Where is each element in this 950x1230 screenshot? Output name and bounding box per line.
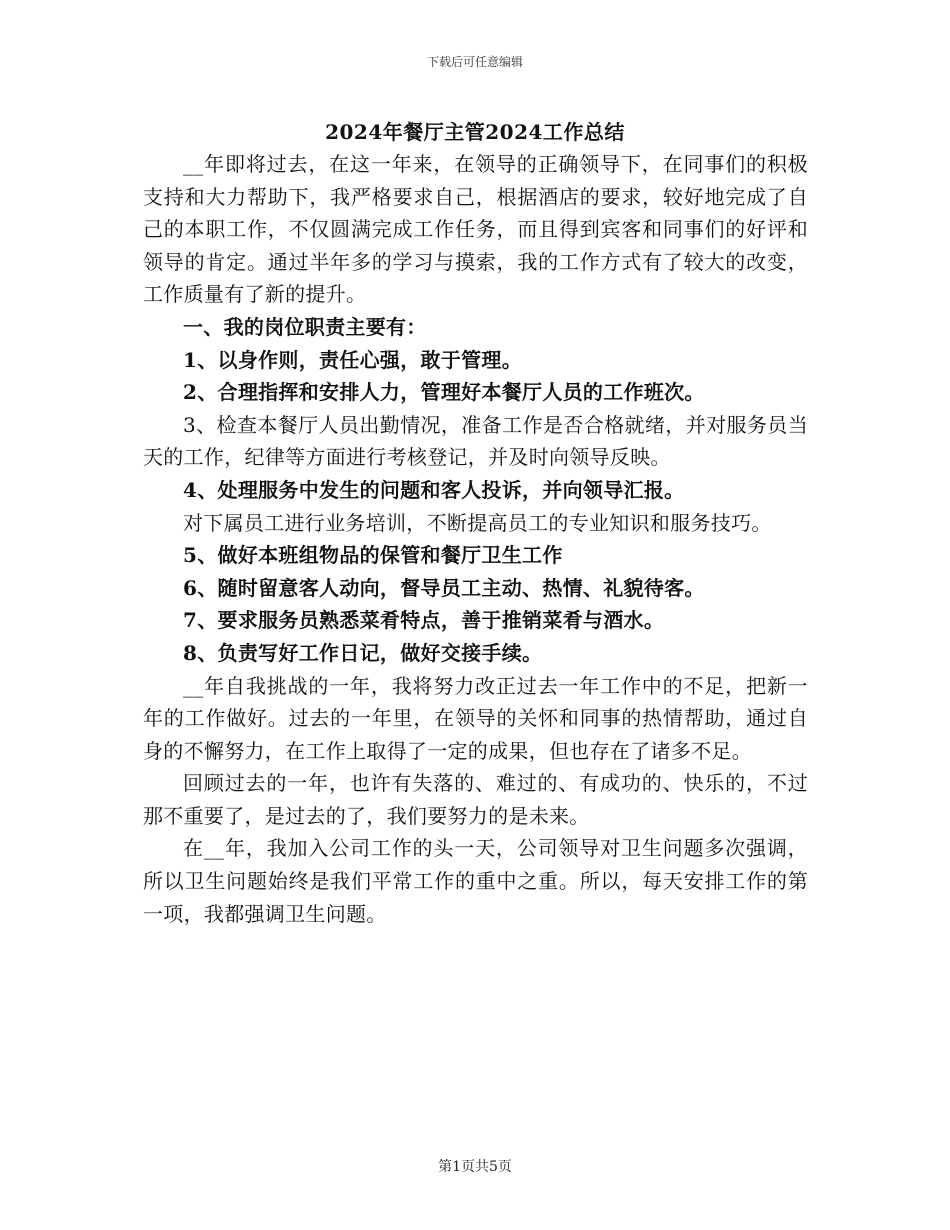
- list-item: 3、检查本餐厅人员出勤情况，准备工作是否合格就绪，并对服务员当天的工作，纪律等方面进行考核登记，并及时向领导反映。: [143, 412, 808, 470]
- document-body: [143, 148, 808, 930]
- paragraph: __年即将过去，在这一年来，在领导的正确领导下，在同事们的积极支持和大力帮助下，我严格要求自己，根据酒店的要求，较好地完成了自己的本职工作，不仅圆满完成工作任务，而且得到宾客和同事们的好评和领导的肯定。通过半年多的学习与摸索，我的工作方式有了较大的改变，工作质量有了新的提升。: [143, 152, 808, 307]
- list-item: 4、处理服务中发生的问题和客人投诉，并向领导汇报。: [183, 477, 685, 502]
- list-item: 2、合理指挥和安排人力，管理好本餐厅人员的工作班次。: [183, 380, 705, 405]
- paragraph: 回顾过去的一年，也许有失落的、难过的、有成功的、快乐的，不过那不重要了，是过去的了，我们要努力的是未来。: [143, 771, 808, 828]
- paragraph: 在__年，我加入公司工作的头一天，公司领导对卫生问题多次强调，所以卫生问题始终是我们平常工作的重中之重。所以，每天安排工作的第一项，我都强调卫生问题。: [143, 836, 808, 926]
- paragraph: 对下属员工进行业务培训，不断提高员工的专业知识和服务技巧。: [183, 510, 772, 535]
- list-item: 1、以身作则，责任心强，敢于管理。: [183, 347, 523, 372]
- section-heading: 一、我的岗位职责主要有：: [183, 314, 427, 339]
- list-item: 8、负责写好工作日记，做好交接手续。: [183, 640, 543, 665]
- list-item: 5、做好本班组物品的保管和餐厅卫生工作: [183, 543, 563, 568]
- list-item: 6、随时留意客人动向，督导员工主动、热情、礼貌待客。: [183, 575, 705, 600]
- paragraph: __年自我挑战的一年，我将努力改正过去一年工作中的不足，把新一年的工作做好。过去的一年里，在领导的关怀和同事的热情帮助，通过自身的不懈努力，在工作上取得了一定的成果，但也存在了诸多不足。: [143, 673, 808, 763]
- page-number: 第1页共5页: [438, 1159, 512, 1175]
- document-title: 2024年餐厅主管2024工作总结: [325, 120, 625, 144]
- header-note: 下载后可任意编辑: [426, 55, 523, 69]
- list-item: 7、要求服务员熟悉菜肴特点，善于推销菜肴与酒水。: [183, 608, 665, 633]
